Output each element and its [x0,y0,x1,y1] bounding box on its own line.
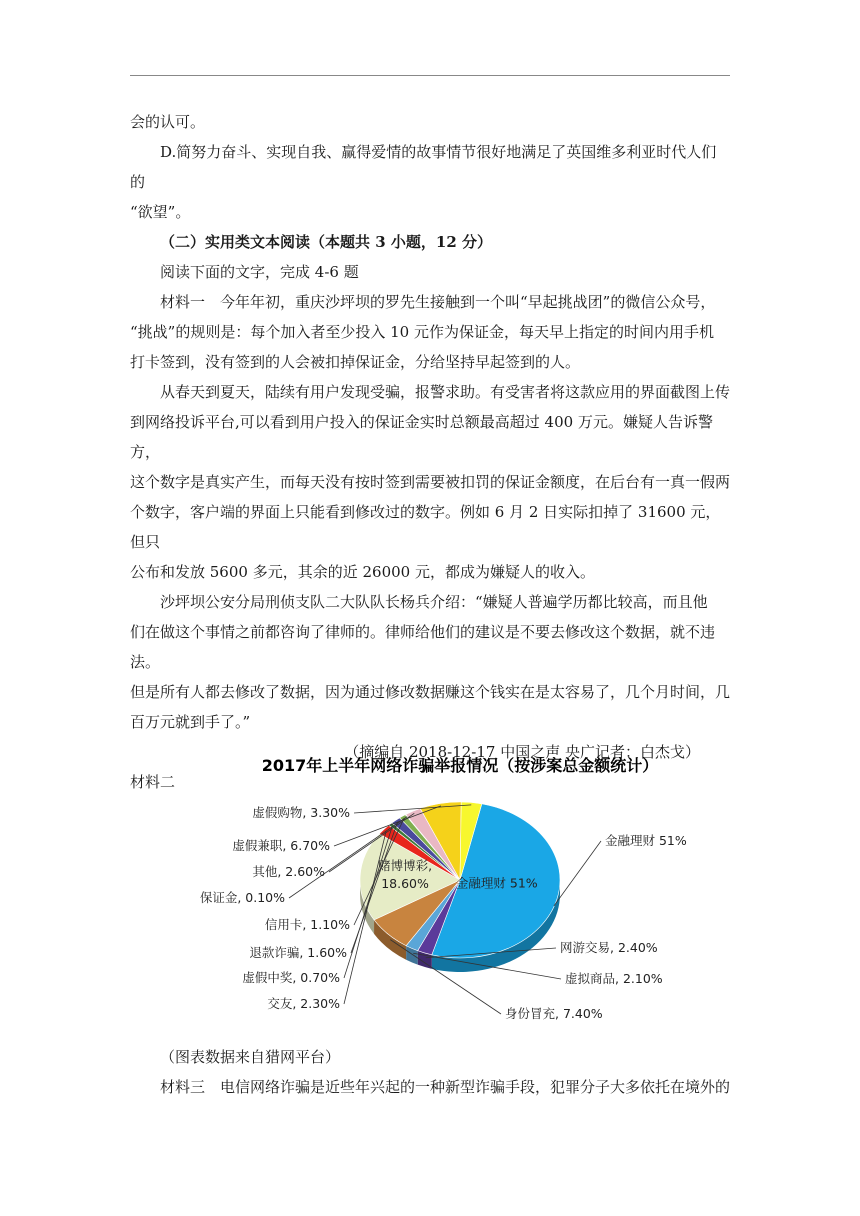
pie-label-game: 网游交易, 2.40% [560,940,658,955]
pie-label-virtual: 虚拟商品, 2.10% [565,971,663,986]
pie-label-identity: 身份冒充, 7.40% [505,1006,603,1021]
leader-line-finance [554,841,601,906]
paragraph-2-line-3: 这个数字是真实产生，而每天没有按时签到需要被扣罚的保证金额度，在后台有一真一假两 [130,473,731,491]
pie-chart-svg [180,745,740,1035]
paragraph-3-line-2: 们在做这个事情之前都咨询了律师的。律师给他们的建议是不要去修改这个数据，就不违法。 [130,623,716,671]
paragraph-2-line-5: 公布和发放 5600 多元，其余的近 26000 元，都成为嫌疑人的收入。 [130,563,595,581]
paragraph-3-line-1: 沙坪坝公安分局刑侦支队二大队队长杨兵介绍：“嫌疑人普遍学历都比较高，而且他 [160,593,708,611]
material-1-line-2: “挑战”的规则是：每个加入者至少投入 10 元作为保证金，每天早上指定的时间内用手机 [130,323,714,341]
section-heading: （二）实用类文本阅读（本题共 3 小题，12 分） [160,233,492,251]
line-1: 会的认可。 [130,113,206,131]
pie-label-finance: 金融理财 51% [605,833,687,848]
chart-source: （图表数据来自猎网平台） [160,1048,341,1066]
pie-inner-label-finance: 金融理财 51% [455,875,538,891]
pie-label-deposit: 保证金, 0.10% [199,890,285,905]
pie-label-refund: 退款诈骗, 1.60% [249,945,347,960]
instruction: 阅读下面的文字，完成 4-6 题 [160,263,359,281]
pie-label-dating: 交友, 2.30% [267,996,340,1011]
lower-text [130,1042,730,1102]
paragraph-3-line-3: 但是所有人都去修改了数据，因为通过修改数据赚这个钱实在是太容易了，几个月时间，几 [130,683,731,701]
chart-title: 2017年上半年网络诈骗举报情况（按涉案总金额统计） [261,756,659,775]
paragraph-3-line-4: 百万元就到手了。” [130,713,251,731]
line-option-d: D.简努力奋斗、实现自我、赢得爱情的故事情节很好地满足了英国维多利亚时代人们的 [130,143,717,191]
pie-chart [180,745,740,1035]
paragraph-2-line-4: 个数字，客户端的界面上只能看到修改过的数字。例如 6 月 2 日实际扣掉了 31600 元，但只 [130,503,721,551]
pie-label-prize: 虚假中奖, 0.70% [242,970,340,985]
pie-inner-label-gambling: 赌博博彩, 18.60% [378,857,433,891]
answer-option-text [130,107,730,797]
pie-label-other: 其他, 2.60% [252,864,325,879]
material-2-label: 材料二 [130,773,176,791]
material-1-line-1: 材料一 今年年初，重庆沙坪坝的罗先生接触到一个叫“早起挑战团”的微信公众号， [160,293,716,311]
material-1-line-3: 打卡签到，没有签到的人会被扣掉保证金，分给坚持早起签到的人。 [130,353,581,371]
header-rule [130,75,730,76]
source-citation: （摘编自 2018-12-17 中国之声 央广记者：白杰戈） [344,743,700,761]
paragraph-2-line-2: 到网络投诉平台,可以看到用户投入的保证金实时总额最高超过 400 万元。嫌疑人告诉警方， [130,413,713,461]
pie-label-shopping: 虚假购物, 3.30% [252,805,350,820]
line-3: “欲望”。 [130,203,191,221]
pie-label-credit: 信用卡, 1.10% [264,917,350,932]
pie-label-parttime: 虚假兼职, 6.70% [232,838,330,853]
paragraph-2-line-1: 从春天到夏天，陆续有用户发现受骗，报警求助。有受害者将这款应用的界面截图上传 [160,383,731,401]
material-3-line-1: 材料三 电信网络诈骗是近些年兴起的一种新型诈骗手段，犯罪分子大多依托在境外的 [160,1078,731,1096]
